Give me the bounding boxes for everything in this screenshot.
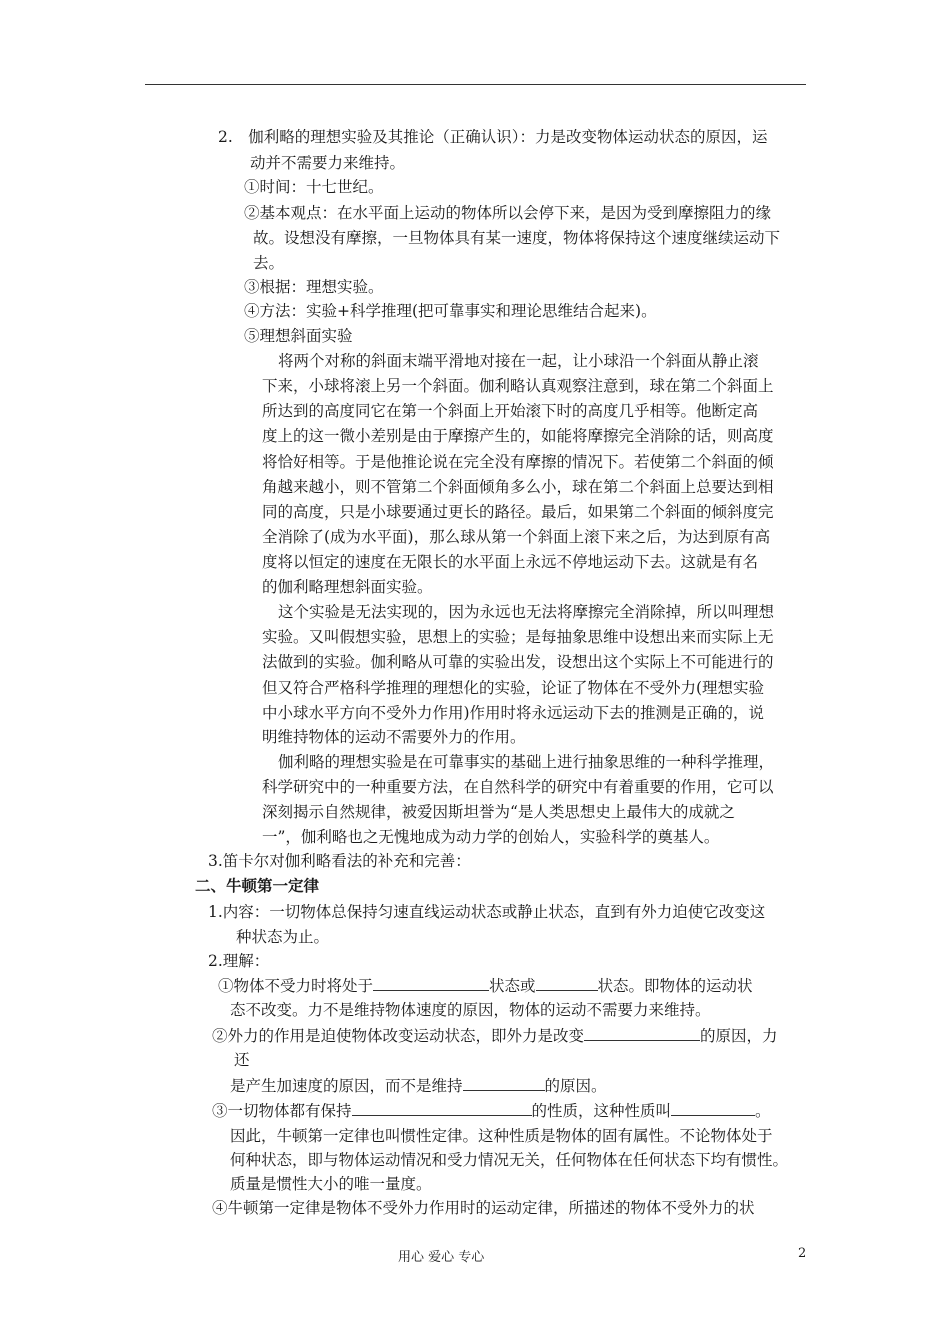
understanding-3-cont-2: 何种状态，即与物体运动情况和受力情况无关，任何物体在任何状态下均有惯性。 xyxy=(230,1151,789,1169)
para-1-line-4: 度上的这一微小差别是由于摩擦产生的，如能将摩擦完全消除的话，则高度 xyxy=(262,427,774,445)
understanding-1-text-b: 状态或 xyxy=(489,977,536,995)
para-1-line-1: 将两个对称的斜面末端平滑地对接在一起，让小球沿一个斜面从静止滚 xyxy=(278,352,759,370)
point-3-basis: ③根据：理想实验。 xyxy=(244,278,384,296)
understanding-1-text-a: ①物体不受力时将处于 xyxy=(218,977,374,995)
point-2-cont-2: 去。 xyxy=(253,254,285,272)
fill-blank[interactable] xyxy=(373,976,489,991)
para-3-line-3: 深刻揭示自然规律，被爱因斯坦誉为“是人类思想史上最伟大的成就之 xyxy=(262,803,735,821)
point-2-basic-view: ②基本观点：在水平面上运动的物体所以会停下来，是因为受到摩擦阻力的缘 xyxy=(244,204,772,222)
para-1-line-8: 全消除了(成为水平面)，那么球从第一个斜面上滚下来之后，为达到原有高 xyxy=(262,528,771,546)
understanding-2-text-a: ②外力的作用是迫使物体改变运动状态，即外力是改变 xyxy=(212,1027,585,1045)
understanding-2 xyxy=(212,1026,778,1046)
item-2-heading-cont: 动并不需要力来维持。 xyxy=(250,154,406,172)
understanding-1 xyxy=(218,976,753,996)
understanding-2-text-b: 的原因，力 xyxy=(700,1027,778,1045)
understanding-1-cont: 态不改变。力不是维持物体速度的原因，物体的运动不需要力来维持。 xyxy=(230,1001,711,1019)
understanding-4: ④牛顿第一定律是物体不受外力作用时的运动定律，所描述的物体不受外力的状 xyxy=(212,1199,755,1217)
understanding-3-text-c: 。 xyxy=(755,1102,771,1120)
point-5-ideal-slope: ⑤理想斜面实验 xyxy=(244,327,353,345)
point-1-time: ①时间：十七世纪。 xyxy=(244,178,384,196)
fill-blank[interactable] xyxy=(536,976,598,991)
understanding-2-cont-2 xyxy=(230,1076,607,1096)
understanding-2-text-d: 的原因。 xyxy=(544,1077,607,1095)
understanding-3-text-b: 的性质，这种性质叫 xyxy=(531,1102,672,1120)
para-2-line-6: 明维持物体的运动不需要外力的作用。 xyxy=(262,728,526,746)
para-1-line-2: 下来，小球将滚上另一个斜面。伽利略认真观察注意到，球在第二个斜面上 xyxy=(262,377,774,395)
para-3-line-4: 一”，伽利略也之无愧地成为动力学的创始人，实验科学的奠基人。 xyxy=(262,828,720,846)
para-1-line-5: 将恰好相等。于是他推论说在完全没有摩擦的情况下。若使第二个斜面的倾 xyxy=(262,453,774,471)
fill-blank[interactable] xyxy=(671,1101,755,1116)
para-1-line-6: 角越来越小，则不管第二个斜面倾角多么小，球在第二个斜面上总要达到相 xyxy=(262,478,774,496)
para-2-line-1: 这个实验是无法实现的，因为永远也无法将摩擦完全消除掉，所以叫理想 xyxy=(278,603,775,621)
point-2-cont-1: 故。设想没有摩擦，一旦物体具有某一速度，物体将保持这个速度继续运动下 xyxy=(253,229,781,247)
understanding-2-cont-1: 还 xyxy=(234,1051,250,1069)
understanding-1-text-c: 状态。即物体的运动状 xyxy=(597,977,753,995)
item-3-descartes: 3.笛卡尔对伽利略看法的补充和完善： xyxy=(208,852,471,870)
newton-understanding: 2.理解： xyxy=(208,952,270,970)
para-1-line-9: 度将以恒定的速度在无限长的水平面上永远不停地运动下去。这就是有名 xyxy=(262,553,759,571)
point-4-method: ④方法：实验+科学推理(把可靠事实和理论思维结合起来)。 xyxy=(244,302,657,320)
understanding-3-text-a: ③一切物体都有保持 xyxy=(212,1102,352,1120)
item-2-heading: 2. 伽利略的理想实验及其推论（正确认识）：力是改变物体运动状态的原因，运 xyxy=(218,128,768,146)
para-1-line-10: 的伽利略理想斜面实验。 xyxy=(262,578,433,596)
para-1-line-7: 同的高度，只是小球要通过更长的路径。最后，如果第二个斜面的倾斜度完 xyxy=(262,503,774,521)
newton-content: 1.内容：一切物体总保持匀速直线运动状态或静止状态，直到有外力迫使它改变这 xyxy=(208,903,766,921)
understanding-3-cont-1: 因此，牛顿第一定律也叫惯性定律。这种性质是物体的固有属性。不论物体处于 xyxy=(230,1127,773,1145)
fill-blank[interactable] xyxy=(584,1026,700,1041)
understanding-2-text-c: 是产生加速度的原因，而不是维持 xyxy=(230,1077,463,1095)
newton-content-cont: 种状态为止。 xyxy=(236,928,330,946)
para-1-line-3: 所达到的高度同它在第一个斜面上开始滚下时的高度几乎相等。他断定高 xyxy=(262,402,759,420)
para-3-line-2: 科学研究中的一种重要方法，在自然科学的研究中有着重要的作用，它可以 xyxy=(262,778,774,796)
header-rule xyxy=(145,84,806,85)
para-2-line-3: 法做到的实验。伽利略从可靠的实验出发，设想出这个实际上不可能进行的 xyxy=(262,653,774,671)
understanding-3 xyxy=(212,1101,771,1121)
understanding-3-cont-3: 质量是惯性大小的唯一量度。 xyxy=(230,1175,432,1193)
para-2-line-4: 但又符合严格科学推理的理想化的实验，论证了物体在不受外力(理想实验 xyxy=(262,679,765,697)
page-number: 2 xyxy=(798,1246,807,1261)
para-3-line-1: 伽利略的理想实验是在可靠事实的基础上进行抽象思维的一种科学推理， xyxy=(278,753,775,771)
fill-blank[interactable] xyxy=(352,1101,532,1116)
para-2-line-5: 中小球水平方向不受外力作用)作用时将永远运动下去的推测是正确的，说 xyxy=(262,704,765,722)
footer-motto: 用心 爱心 专心 xyxy=(398,1250,485,1265)
section-heading-newton-first-law: 二、牛顿第一定律 xyxy=(195,877,320,895)
fill-blank[interactable] xyxy=(463,1076,545,1091)
para-2-line-2: 实验。又叫假想实验，思想上的实验；是每抽象思维中设想出来而实际上无 xyxy=(262,628,774,646)
